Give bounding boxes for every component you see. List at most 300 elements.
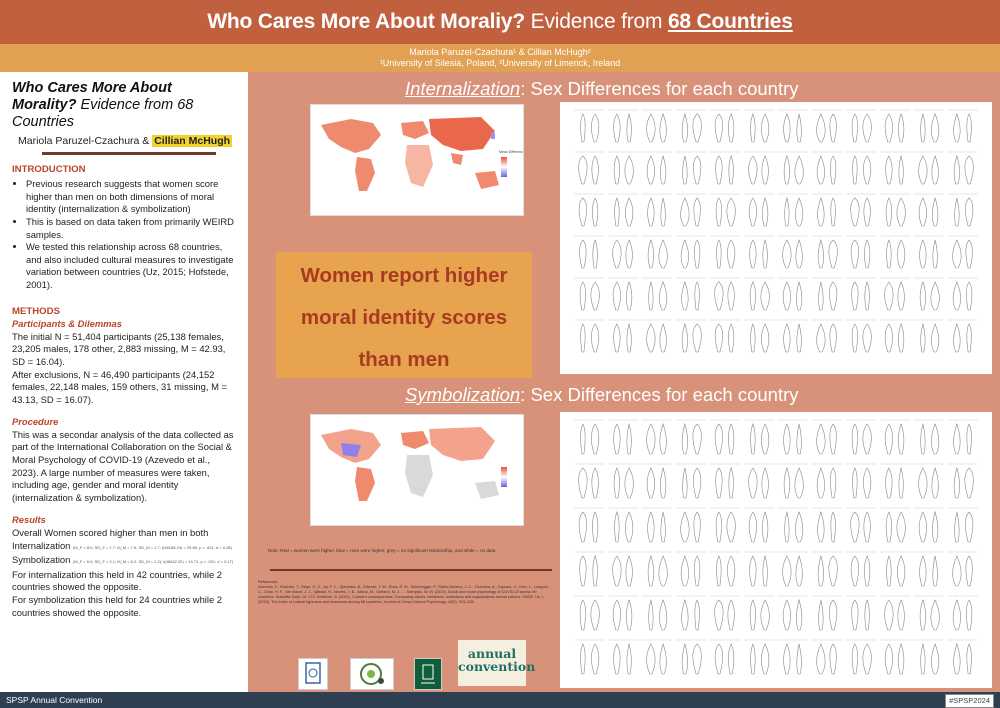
violin-shape — [796, 556, 803, 586]
violin-shape — [762, 198, 768, 226]
violin-shape — [761, 424, 769, 454]
violin-shape — [762, 156, 769, 184]
violin-shape — [898, 600, 905, 630]
violin-shape — [683, 156, 688, 184]
callout-line: Women report higher — [300, 264, 508, 287]
violin-shape — [897, 198, 906, 226]
violin-shape — [931, 282, 940, 310]
violin-shape — [819, 282, 824, 310]
map-note: Note. Red = women were higher, blue = men were higher, grey = no significant relationship, and white = no data — [268, 548, 496, 553]
violin-shape — [682, 424, 688, 454]
violin-shape — [898, 282, 905, 310]
collaboration-logo — [350, 658, 394, 690]
violin-shape — [591, 282, 600, 310]
symbolization-world-map — [310, 414, 524, 526]
violin-shape — [681, 556, 689, 586]
violin-shape — [784, 114, 791, 142]
methods-heading: METHODS — [12, 305, 60, 317]
violin-shape — [761, 114, 769, 142]
violin-shape — [851, 556, 859, 586]
violin-shape — [953, 282, 961, 310]
violin-shape — [761, 600, 770, 630]
violin-shape — [717, 556, 722, 586]
references — [258, 580, 552, 605]
violin-shape — [796, 240, 803, 268]
violin-shape — [967, 114, 972, 142]
violin-shape — [931, 324, 939, 352]
violin-shape — [627, 424, 632, 454]
violin-shape — [682, 600, 689, 630]
participants-heading: Participants & Dilemmas — [12, 318, 122, 330]
violin-shape — [851, 198, 860, 226]
violin-shape — [830, 644, 837, 674]
violin-shape — [750, 556, 757, 586]
violin-shape — [592, 156, 599, 184]
violin-shape — [795, 198, 803, 226]
violin-shape — [852, 282, 859, 310]
violin-shape — [716, 198, 722, 226]
poster-header — [0, 0, 1000, 44]
violin-shape — [591, 114, 599, 142]
violin-shape — [715, 282, 724, 310]
violin-shape — [830, 468, 836, 498]
violin-shape — [954, 324, 961, 352]
violin-shape — [898, 644, 904, 674]
violin-shape — [783, 600, 791, 630]
violin-shape — [795, 468, 804, 498]
violin-shape — [818, 512, 825, 542]
violin-shape — [818, 198, 825, 226]
violin-shape — [682, 324, 688, 352]
violin-shape — [659, 240, 668, 268]
violin-shape — [715, 324, 723, 352]
violin-shape — [694, 198, 701, 226]
violin-shape — [898, 114, 904, 142]
violin-shape — [613, 282, 621, 310]
intro-list — [12, 178, 236, 291]
violin-shape — [851, 512, 860, 542]
violin-shape — [613, 556, 622, 586]
violin-shape — [829, 600, 837, 630]
symbolization-result: Symbolization (M_F = 6.6, SD_F = 2.1; M_M = 6.2, SD_M = 2.2); t(46042.32) = 14.71, p < .001, d = 0.17) — [12, 554, 234, 566]
violin-shape — [579, 468, 588, 498]
violin-shape — [830, 324, 837, 352]
violin-shape — [727, 198, 736, 226]
violin-shape — [885, 282, 894, 310]
violin-shape — [886, 468, 893, 498]
violin-shape — [749, 198, 757, 226]
violin-shape — [864, 240, 870, 268]
violin-shape — [660, 424, 667, 454]
affiliations-line: ¹University of Silesia, Poland, ²University of Limerick, Ireland — [379, 58, 621, 68]
violin-shape — [954, 114, 961, 142]
violin-shape — [953, 600, 961, 630]
intro-bullet: • We tested this relationship across 68 countries, and also included cultural measures to investigate variation between countries (Uz, 2015; Hofstede, 2001). — [26, 241, 236, 291]
violin-shape — [625, 156, 634, 184]
violin-shape — [932, 512, 938, 542]
violin-shape — [954, 468, 960, 498]
violin-shape — [659, 556, 668, 586]
violin-shape — [817, 114, 826, 142]
violin-shape — [898, 424, 904, 454]
violin-shape — [783, 556, 792, 586]
internalization-world-map — [310, 104, 524, 216]
intro-bullet: • Previous research suggests that women score higher than men on both dimensions of moral identity (internalization & symbolization) — [26, 178, 236, 216]
violin-shape — [829, 282, 837, 310]
violin-shape — [681, 512, 690, 542]
violin-shape — [817, 424, 826, 454]
violin-shape — [580, 282, 586, 310]
violin-shape — [885, 424, 893, 454]
violin-shape — [717, 240, 722, 268]
violin-shape — [863, 324, 872, 352]
violin-shape — [626, 240, 633, 268]
violin-shape — [627, 644, 632, 674]
violin-shape — [660, 324, 667, 352]
violin-shape — [920, 240, 927, 268]
violin-shape — [647, 644, 656, 674]
left-column — [0, 72, 248, 692]
violin-shape — [716, 156, 723, 184]
internalization-stats: (M_F = 8.0, SD_F = 1.7; M_M = 7.6, SD_M = 1.7; t(46185.24) = 29.89, p < .001, d = 0.28) — [72, 544, 232, 550]
violin-shape — [661, 198, 666, 226]
violin-shape — [625, 512, 633, 542]
violin-shape — [750, 240, 757, 268]
violin-shape — [795, 156, 804, 184]
poster-title: Who Cares More About Moraliy? Evidence from 68 Countries — [207, 10, 793, 33]
highlighted-author: Cillian McHugh — [154, 135, 231, 147]
violin-shape — [579, 512, 587, 542]
violin-shape — [615, 512, 620, 542]
violin-shape — [784, 644, 791, 674]
violin-shape — [863, 156, 871, 184]
violin-shape — [785, 198, 790, 226]
violin-shape — [966, 556, 973, 586]
violin-shape — [885, 644, 893, 674]
violin-shape — [763, 240, 768, 268]
violin-shape — [966, 282, 972, 310]
violin-shape — [695, 600, 700, 630]
violin-shape — [797, 424, 802, 454]
violin-shape — [797, 324, 802, 352]
violin-shape — [817, 468, 825, 498]
violin-shape — [932, 198, 938, 226]
violin-shape — [852, 114, 858, 142]
university-logo — [298, 658, 328, 690]
violin-shape — [797, 114, 802, 142]
violin-shape — [965, 512, 973, 542]
violin-shape — [762, 512, 768, 542]
violin-shape — [682, 282, 689, 310]
violin-shape — [887, 240, 892, 268]
violin-shape — [728, 114, 734, 142]
violin-shape — [932, 156, 939, 184]
violin-shape — [784, 424, 791, 454]
hashtag-badge: #SPSP2024 — [945, 694, 994, 708]
violin-shape — [729, 468, 734, 498]
violin-shape — [649, 282, 654, 310]
violin-shape — [863, 468, 871, 498]
symbolization-panel-title: Symbolization: Sex Differences for each country — [405, 384, 799, 405]
procedure-heading: Procedure — [12, 416, 59, 428]
violin-shape — [693, 114, 702, 142]
violin-shape — [818, 240, 824, 268]
violin-shape — [921, 114, 926, 142]
violin-shape — [728, 644, 734, 674]
violin-shape — [785, 512, 790, 542]
violin-shape — [897, 240, 905, 268]
violin-shape — [579, 156, 588, 184]
violin-shape — [614, 156, 620, 184]
violin-shape — [729, 156, 734, 184]
violin-shape — [886, 156, 893, 184]
violin-shape — [660, 644, 667, 674]
violin-shape — [853, 468, 858, 498]
violin-shape — [648, 240, 654, 268]
violin-shape — [681, 240, 689, 268]
intro-bullet: • This is based on data taken from primarily WEIRD samples. — [26, 216, 236, 241]
violin-shape — [647, 324, 656, 352]
violin-shape — [933, 240, 938, 268]
violin-shape — [967, 644, 972, 674]
violin-shape — [784, 324, 791, 352]
violin-shape — [627, 114, 632, 142]
violin-shape — [593, 556, 598, 586]
violin-shape — [694, 512, 701, 542]
violin-shape — [715, 114, 723, 142]
violin-shape — [728, 424, 734, 454]
violin-shape — [682, 114, 688, 142]
violin-shape — [659, 282, 667, 310]
violin-shape — [864, 198, 871, 226]
violin-shape — [750, 282, 756, 310]
violin-shape — [615, 198, 620, 226]
violin-shape — [592, 198, 598, 226]
violin-shape — [649, 600, 654, 630]
violin-shape — [627, 324, 632, 352]
violin-shape — [932, 468, 939, 498]
violin-shape — [966, 240, 973, 268]
violin-shape — [659, 600, 667, 630]
violin-shape — [852, 644, 858, 674]
symbolization-violin-grid — [560, 412, 992, 688]
map-legend-title: Mean Difference — [499, 150, 523, 154]
violin-shape — [694, 556, 700, 586]
violin-shape — [581, 114, 586, 142]
violin-shape — [647, 424, 656, 454]
violin-shape — [853, 156, 858, 184]
violin-shape — [953, 556, 962, 586]
annual-convention-logo: annual convention — [458, 640, 526, 686]
symbolization-stats: (M_F = 6.6, SD_F = 2.1; M_M = 6.2, SD_M = 2.2); t(46042.32) = 14.71, p < .001, d = 0.17) — [72, 559, 234, 565]
violin-shape — [898, 324, 904, 352]
violin-shape — [897, 512, 906, 542]
violin-shape — [592, 468, 599, 498]
violin-shape — [694, 240, 700, 268]
violin-shape — [614, 468, 620, 498]
violin-shape — [681, 198, 690, 226]
violin-shape — [817, 156, 825, 184]
violin-shape — [796, 600, 802, 630]
violin-shape — [931, 114, 939, 142]
violin-shape — [761, 644, 769, 674]
violin-shape — [784, 468, 790, 498]
violin-shape — [648, 512, 655, 542]
violin-shape — [592, 512, 598, 542]
violin-shape — [864, 512, 871, 542]
violin-shape — [796, 282, 802, 310]
violin-shape — [921, 324, 926, 352]
violin-shape — [715, 424, 723, 454]
violin-shape — [751, 114, 756, 142]
results-text-3: For symbolization this held for 24 countries while 2 countries showed the opposite. — [12, 594, 222, 618]
violin-shape — [954, 644, 961, 674]
violin-shape — [614, 114, 621, 142]
internalization-violin-grid — [560, 102, 992, 374]
sidebar-title: Who Cares More About Morality? Evidence from 68 Countries — [12, 80, 194, 130]
violin-shape — [965, 156, 974, 184]
violin-shape — [817, 324, 826, 352]
violin-shape — [852, 600, 859, 630]
internalization-panel-title: Internalization: Sex Differences for each country — [405, 78, 799, 99]
divider — [270, 569, 552, 571]
violin-shape — [886, 198, 892, 226]
violin-shape — [921, 424, 926, 454]
violin-shape — [728, 324, 734, 352]
violin-shape — [683, 468, 688, 498]
violin-shape — [852, 324, 858, 352]
violin-shape — [863, 424, 872, 454]
violin-shape — [886, 512, 892, 542]
violin-shape — [919, 468, 928, 498]
violin-shape — [625, 198, 633, 226]
violin-shape — [648, 198, 655, 226]
violin-shape — [591, 424, 599, 454]
violin-shape — [593, 240, 598, 268]
violin-shape — [829, 556, 838, 586]
violin-shape — [727, 556, 735, 586]
violin-shape — [887, 556, 892, 586]
violin-shape — [693, 468, 701, 498]
violin-shape — [897, 556, 905, 586]
violin-shape — [885, 324, 893, 352]
violin-shape — [580, 600, 586, 630]
violin-shape — [581, 644, 586, 674]
violin-shape — [931, 644, 939, 674]
violin-shape — [829, 240, 838, 268]
violin-shape — [953, 240, 962, 268]
violin-shape — [817, 644, 826, 674]
violin-shape — [693, 644, 702, 674]
violin-shape — [682, 644, 688, 674]
violin-shape — [751, 424, 756, 454]
violin-shape — [661, 512, 666, 542]
violin-shape — [614, 644, 621, 674]
violin-shape — [965, 198, 973, 226]
violin-shape — [647, 468, 655, 498]
violin-shape — [899, 156, 904, 184]
violin-shape — [749, 512, 757, 542]
violin-shape — [921, 644, 926, 674]
violin-shape — [693, 324, 702, 352]
results-text-2: For internalization this held in 42 countries, while 2 countries showed the opposite. — [12, 568, 223, 593]
violin-shape — [579, 198, 587, 226]
key-finding-callout — [276, 252, 532, 378]
violin-shape — [626, 600, 632, 630]
violin-shape — [626, 282, 632, 310]
violin-shape — [865, 282, 870, 310]
violin-shape — [727, 512, 736, 542]
violin-shape — [751, 324, 756, 352]
violin-shape — [783, 282, 791, 310]
violin-shape — [614, 424, 621, 454]
violin-shape — [660, 114, 667, 142]
violin-shape — [647, 114, 656, 142]
violin-shape — [749, 468, 758, 498]
violin-shape — [581, 424, 586, 454]
violin-shape — [920, 282, 926, 310]
violin-shape — [863, 644, 872, 674]
violin-shape — [591, 600, 600, 630]
violin-shape — [647, 156, 655, 184]
violin-shape — [660, 156, 666, 184]
violin-shape — [818, 556, 824, 586]
violin-shape — [852, 424, 858, 454]
violin-shape — [955, 198, 960, 226]
violin-shape — [851, 240, 859, 268]
violin-shape — [955, 512, 960, 542]
violin-shape — [797, 644, 802, 674]
violin-shape — [591, 644, 599, 674]
violin-shape — [783, 240, 792, 268]
violin-shape — [919, 198, 927, 226]
callout-line: moral identity scores — [300, 306, 508, 329]
violin-shape — [728, 282, 735, 310]
results-text: Overall Women scored higher than men in both — [12, 527, 209, 539]
violin-shape — [919, 512, 927, 542]
violin-shape — [715, 644, 723, 674]
violin-shape — [967, 324, 972, 352]
violin-shape — [660, 468, 666, 498]
violin-shape — [830, 156, 836, 184]
violin-shape — [931, 600, 940, 630]
violin-shape — [693, 424, 702, 454]
procedure-text: This was a secondar analysis of the data collected as part of the International Collaboration on the Social & Moral Psychology of COVID-19 (Azevedo et al., 2023). A large number of measures were taken, including age, gender and moral identity (internalization & symbolization). — [12, 428, 234, 503]
violin-shape — [784, 156, 790, 184]
violin-shape — [693, 156, 701, 184]
violin-shape — [763, 556, 768, 586]
violin-shape — [885, 600, 894, 630]
participants-text-2: After exclusions, N = 46,490 participants (24,152 females, 22,148 males, 159 others, 31 missing, M = 43.13, SD = 16.07). — [12, 368, 227, 405]
violin-shape — [751, 644, 756, 674]
references-heading: References — [258, 580, 278, 584]
violin-shape — [648, 556, 654, 586]
violin-shape — [580, 240, 587, 268]
results-heading: Results — [12, 514, 46, 526]
violin-shape — [761, 324, 769, 352]
violin-shape — [830, 424, 837, 454]
violin-shape — [750, 600, 756, 630]
limerick-logo — [414, 658, 442, 690]
violin-shape — [919, 156, 928, 184]
violin-shape — [966, 600, 972, 630]
footer-bar — [0, 692, 1000, 708]
footer-label: SPSP Annual Convention — [6, 695, 103, 705]
violin-shape — [580, 556, 587, 586]
internalization-result: Internalization (M_F = 8.0, SD_F = 1.7; M_M = 7.6, SD_M = 1.7; t(46185.24) = 29.89, p < .001, d = 0.28) — [12, 539, 232, 551]
violin-shape — [831, 512, 836, 542]
violin-shape — [613, 240, 622, 268]
